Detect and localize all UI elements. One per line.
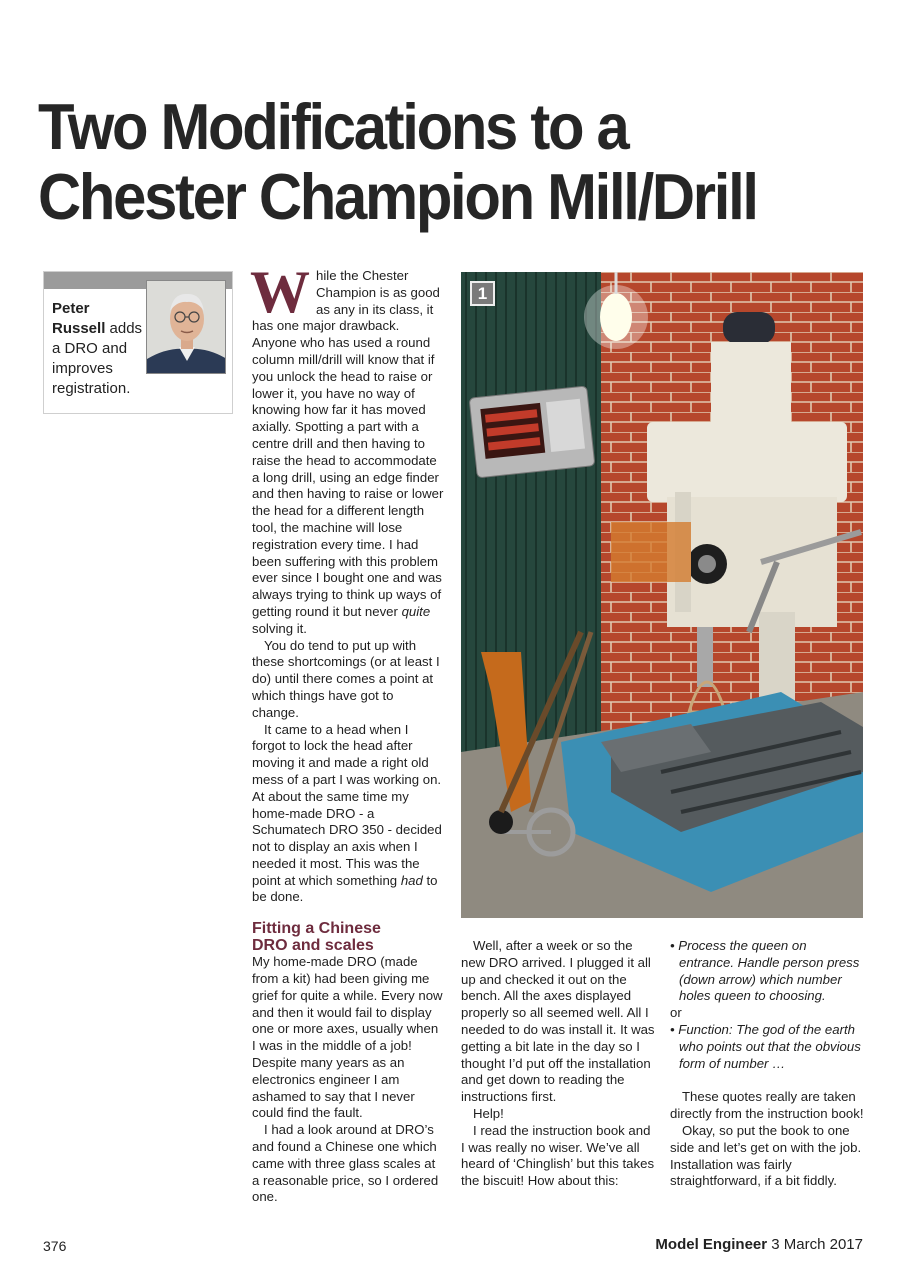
author-byline	[52, 299, 147, 399]
article-title	[38, 92, 811, 232]
drop-cap: W	[250, 259, 310, 325]
paragraph: I had a look around at DRO’s and found a Chinese one which came with three glass scales at a reasonable price, so I ordered one.	[252, 1122, 439, 1205]
title-line-2: Chester Champion Mill/Drill	[38, 160, 757, 233]
paragraph: You do tend to put up with these shortcomings (or at least I do) until there comes a point at which things have got to change.	[252, 637, 440, 720]
emphasis: quite	[401, 603, 431, 619]
emphasis: had	[400, 872, 423, 888]
paragraph: My home-made DRO (made from a kit) had been giving me grief for quite a while. Every now and then it would fail to display one or more axes, usually when I was in the middle of a job! Despite many years as an electronics engineer I am ashamed to say that I never could find the fault.	[252, 954, 443, 1121]
paragraph: or	[670, 1005, 682, 1021]
author-tagline: adds a DRO and improves registration.	[52, 320, 143, 397]
text: hile the Chester Champion is as good as any in its class, it has one major drawback. Anyone who has used a round column mill/drill will know that if you unlock the head to raise or lower it, you have no way of knowing how far it has moved axially. Spotting a part with a centre drill and then having to raise the head to accommodate a long drill, using an edge finder and then having to raise or lower the head for a different length tool, the machine will lose registration every time. I had been suffering with this problem ever since I bought one and was always trying to think up ways of getting round it but never	[252, 268, 444, 619]
paragraph: I read the instruction book and I was really no wiser. We’ve all heard of ‘Chinglish’ but this takes the biscuit! How about this:	[461, 1122, 655, 1189]
column-1	[250, 259, 444, 1206]
photo-number-badge: 1	[470, 281, 495, 306]
author-photo	[146, 280, 226, 374]
paragraph: Help!	[473, 1105, 504, 1121]
text: It came to a head when I forgot to lock the head after moving it and made a right old mess of a part I was working on. At about the same time my home-made DRO - a Schumatech DRO 350 - decided not to display an axis when I needed it most. This was the point at which something	[252, 721, 442, 888]
paragraph: Okay, so put the book to one side and let’s get on with the job. Installation was fairly straightforward, if a bit fiddly.	[670, 1122, 862, 1189]
paragraph: Well, after a week or so the new DRO arrived. I plugged it all up and checked it out on the bench. All the axes displayed properly so all seemed well. All I needed to do was install it. It was getting a bit late in the day so I thought I’d put off the installation and get down to reading the instructions first.	[461, 938, 655, 1105]
author-last-name: Russell	[52, 320, 106, 337]
quote-bullet: • Process the queen on entrance. Handle person press (down arrow) which number holes queen to choosing.	[670, 938, 860, 1004]
column-2	[461, 938, 655, 1190]
author-first-name: Peter	[52, 300, 90, 317]
text: to be done.	[252, 872, 438, 905]
section-heading	[252, 920, 444, 954]
text: solving it.	[252, 620, 307, 636]
page-number: 376	[43, 1238, 67, 1254]
column-3	[670, 938, 865, 1190]
heading-line: DRO and scales	[252, 937, 374, 955]
paragraph: These quotes really are taken directly from the instruction book!	[670, 1089, 864, 1122]
paragraph	[252, 722, 444, 907]
issue-date: 3 March 2017	[771, 1236, 863, 1253]
mill-drill-photo	[461, 272, 863, 918]
author-box	[43, 271, 233, 414]
magazine-footer	[655, 1236, 863, 1253]
paragraph	[250, 259, 444, 638]
title-line-1: Two Modifications to a	[38, 90, 628, 163]
heading-line: Fitting a Chinese	[252, 920, 381, 938]
magazine-name: Model Engineer	[655, 1236, 768, 1253]
quote-bullet: • Function: The god of the earth who points out that the obvious form of number …	[670, 1021, 861, 1071]
